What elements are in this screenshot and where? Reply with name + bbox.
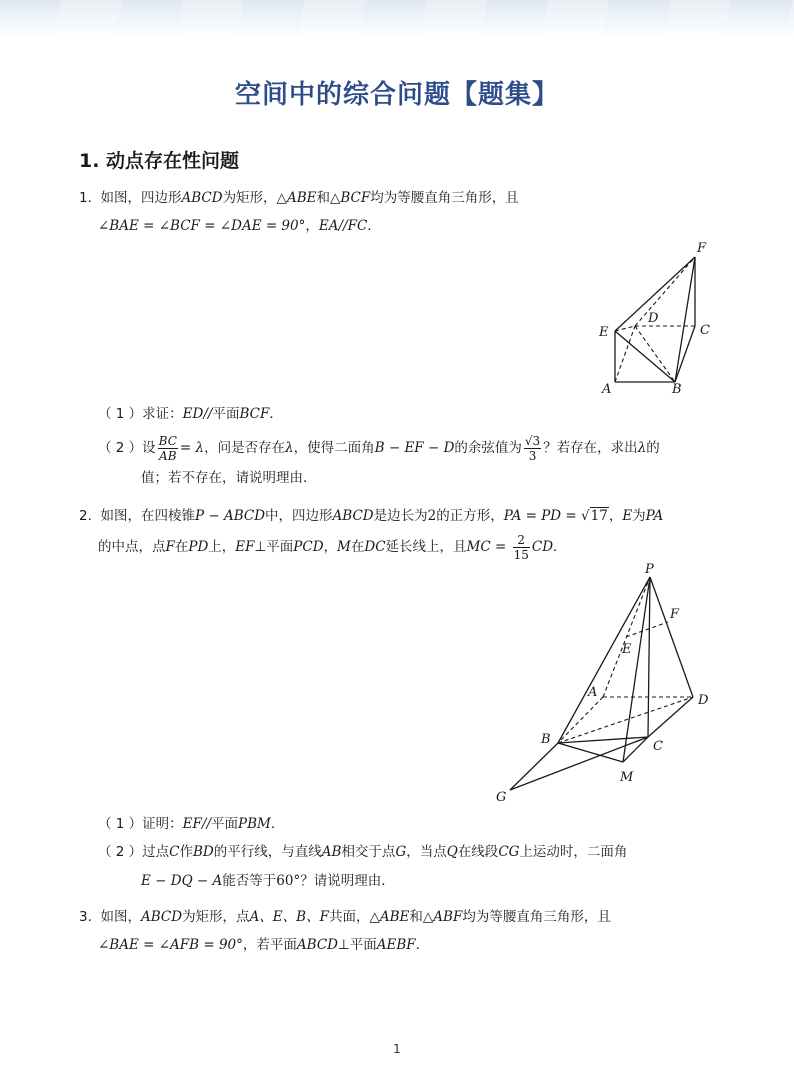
label-B: B bbox=[541, 732, 551, 747]
problem-2-part-2: （ 2 ）过点C作BD的平行线，与直线AB相交于点G，当点Q在线段CG上运动时，二面角 bbox=[98, 844, 628, 860]
edge-ef-hidden bbox=[626, 622, 668, 637]
problem-2-part-2-cont: E − DQ − A能否等于60°？请说明理由． bbox=[141, 873, 395, 889]
problem-2-figure bbox=[490, 560, 720, 810]
edge-cd bbox=[648, 697, 693, 737]
problem-2-part-1: （ 1 ）证明：EF//平面PBM． bbox=[98, 816, 285, 832]
label-E: E bbox=[622, 642, 632, 657]
problem-1-part-1: （ 1 ）求证：ED//平面BCF． bbox=[98, 406, 283, 422]
label-D: D bbox=[648, 311, 659, 326]
label-A: A bbox=[588, 685, 598, 700]
label-F: F bbox=[670, 607, 680, 622]
problem-2-line-1: 2. 如图，在四棱锥P − ABCD中，四边形ABCD是边长为2的正方形，PA = PD = √17，E为PA bbox=[79, 508, 664, 524]
problem-2-line-2: 的中点，点F在PD上，EF⊥平面PCD，M在DC延长线上，且MC = $\frac{2}{15}$ CD． bbox=[98, 532, 567, 562]
edge-gb bbox=[510, 743, 558, 790]
label-F: F bbox=[697, 241, 707, 256]
label-G: G bbox=[496, 790, 507, 805]
problem-1-part-2-cont: 值；若不存在，请说明理由． bbox=[141, 470, 317, 486]
section-heading: 1. 动点存在性问题 bbox=[79, 150, 240, 172]
edge-cb bbox=[675, 326, 695, 382]
problem-3-line-1: 3. 如图，ABCD为矩形，点A、E、B、F共面，△ABE和△ABF均为等腰直角三角形，且 bbox=[79, 909, 611, 925]
problem-3-line-2: ∠BAE = ∠AFB = 90°，若平面ABCD⊥平面AEBF． bbox=[98, 937, 430, 953]
edge-pc bbox=[648, 577, 650, 737]
label-B: B bbox=[672, 382, 682, 397]
header-band bbox=[0, 0, 794, 40]
label-A: A bbox=[602, 382, 612, 397]
edge-pb bbox=[558, 577, 650, 743]
page-title: 空间中的综合问题【题集】 bbox=[234, 80, 559, 110]
label-D: D bbox=[698, 693, 709, 708]
edge-bd-hidden bbox=[558, 697, 693, 743]
label-C: C bbox=[700, 323, 710, 338]
problem-1-part-2: （ 2 ）设 $\frac{BC}{AB}$ = λ，问是否存在λ，使得二面角B − EF − D的余弦值为 $\frac{√3}{3}$ ？若存在，求出λ的 bbox=[98, 433, 660, 463]
label-E: E bbox=[599, 325, 609, 340]
edge-pm bbox=[623, 577, 650, 762]
problem-1-line-2: ∠BAE = ∠BCF = ∠DAE = 90°，EA//FC． bbox=[98, 218, 381, 234]
label-M: M bbox=[620, 770, 634, 785]
label-P: P bbox=[645, 562, 654, 577]
page-number: 1 bbox=[393, 1042, 401, 1056]
label-C: C bbox=[653, 739, 663, 754]
problem-1-figure bbox=[590, 238, 720, 398]
edge-eb bbox=[615, 331, 675, 382]
problem-1-line-1: 1. 如图，四边形ABCD为矩形，△ABE和△BCF均为等腰直角三角形，且 bbox=[79, 190, 519, 206]
edge-pd bbox=[650, 577, 693, 697]
edge-db-hidden bbox=[635, 326, 675, 382]
edge-ab-hidden bbox=[558, 697, 603, 743]
